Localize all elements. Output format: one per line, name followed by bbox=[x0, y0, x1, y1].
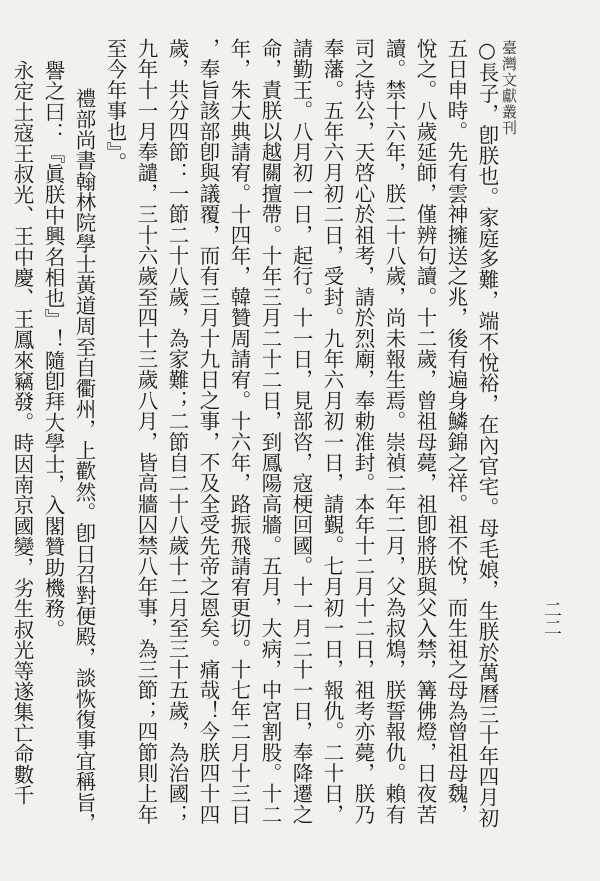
text-column: 至今年事也』。 bbox=[103, 38, 127, 173]
text-column: 年，朱大典請宥。十四年，韓贊周請宥。十六年，路振飛請宥更切。十七年二月十三日 bbox=[227, 38, 251, 825]
text-column: 請勤王。八月初一日，起行。十一日，見部咨，寇梗回國。十一月二十一日，奉降遷之 bbox=[289, 38, 313, 825]
text-column: 奉藩。五年六月初二日，受封。九年六月初一日，請覲。七月初一日，報仇。二十日， bbox=[320, 38, 344, 825]
text-column: 譽之曰：『眞朕中興名相也』！隨卽拜大學士，入閣贊助機務。 bbox=[41, 60, 65, 640]
page-number: 二二 bbox=[541, 600, 562, 636]
text-column: 永定土寇王叔光、王中慶、王鳳來竊發。時因南京國變，劣生叔光等遂集亡命數千 bbox=[10, 60, 34, 806]
text-column: 命，責朕以越關擅帶。十年三月二十二日，到鳳陽高牆。五月，大病，中宮割股。十二 bbox=[258, 38, 282, 825]
text-column: 九年十一月奉譴，三十六歲至四十三歲八月，皆高牆囚禁八年事，為三節；四節則上年 bbox=[134, 38, 158, 825]
text-column: ，奉旨該部卽與議覆，而有三月十九日之事，不及全受先帝之恩矣。痛哉！今朕四十四 bbox=[196, 38, 220, 825]
text-column: ○長子，卽朕也。家庭多難，端不悅裕，在內官宅。母毛娘，生朕於萬曆三十年四月初 bbox=[475, 38, 499, 829]
running-title: 臺灣文獻叢刊 bbox=[500, 40, 518, 136]
text-column: 司之持公，天啓心於祖考，請於烈廟，奉勅准封。本年十二月十二日，祖考亦薨，朕乃 bbox=[351, 38, 375, 825]
text-column: 歲，共分四節：一節二十八歲，為家難；二節自二十八歲十二月至三十五歲，為治國； bbox=[165, 38, 189, 825]
text-column: 禮部尚書翰林院學士黃道周至自衢州，上歡然。卽日召對便殿，談恢復事宜稱旨， bbox=[72, 88, 96, 834]
text-column: 五日申時。先有雲神擁送之兆，後有遍身鱗錦之祥。祖不悅，而生祖之母為曾祖母魏， bbox=[444, 38, 468, 825]
text-column: 讀。禁十六年，朕二十八歲，尚未報生焉。崇禎二年二月，父為叔鴆，朕誓報仇。賴有 bbox=[382, 38, 406, 825]
text-column: 悅之。八歲延師，僅辨句讀。十二歲，曾祖母薨，祖卽將朕與父入禁，篝佛燈，日夜苦 bbox=[413, 38, 437, 825]
